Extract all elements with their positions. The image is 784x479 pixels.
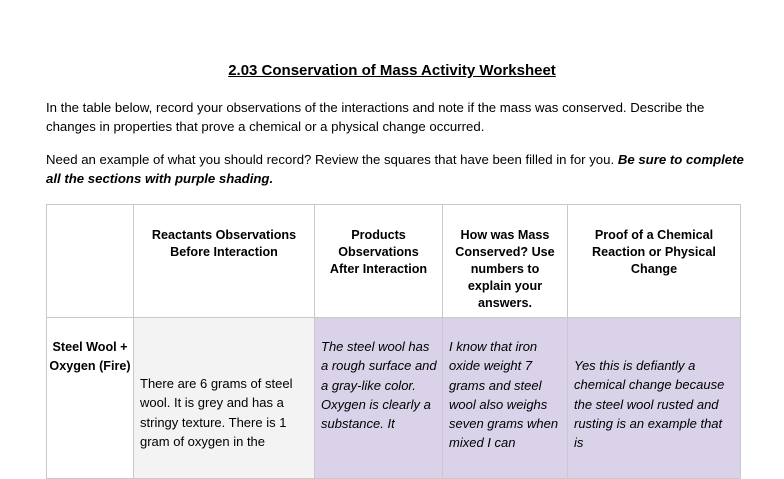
example-note-paragraph (46, 151, 746, 188)
header-products: Products Observations After Interaction (315, 205, 443, 318)
table-row (47, 318, 741, 479)
mass-conserved-cell[interactable] (443, 318, 568, 479)
header-proof: Proof of a Chemical Reaction or Physical Change (568, 205, 741, 318)
observation-table (46, 204, 741, 479)
example-note-emphasis: Be sure to complete all the sections with purple shading. (46, 152, 744, 186)
mass-text: I know that iron oxide weight 7 grams and steel wool also weighs seven grams when mixed I can (449, 339, 559, 451)
header-empty (47, 205, 134, 318)
worksheet-title: 2.03 Conservation of Mass Activity Worksheet (228, 62, 556, 79)
header-mass-conserved: How was Mass Conserved? Use numbers to explain your answers. (443, 205, 568, 318)
proof-cell[interactable] (568, 318, 741, 479)
products-text: The steel wool has a rough surface and a gray-like color. Oxygen is clearly a substance. It (321, 339, 437, 432)
reactants-cell (134, 318, 315, 479)
intro-paragraph: In the table below, record your observations of the interactions and note if the mass was conserved. Describe the changes in properties that prove a chemical or a physical change occurred. (46, 100, 705, 134)
row-label: Steel Wool + Oxygen (Fire) (47, 318, 134, 479)
table-header-row (47, 205, 741, 318)
proof-text: Yes this is defiantly a chemical change because the steel wool rusted and rusting is an example that is (574, 358, 725, 451)
example-note-text: Need an example of what you should record? Review the squares that have been filled in for you. (46, 152, 615, 167)
header-reactants: Reactants Observations Before Interaction (134, 205, 315, 318)
reactants-text: There are 6 grams of steel wool. It is grey and has a stringy texture. There is 1 gram of oxygen in the (140, 376, 293, 449)
products-cell[interactable] (315, 318, 443, 479)
